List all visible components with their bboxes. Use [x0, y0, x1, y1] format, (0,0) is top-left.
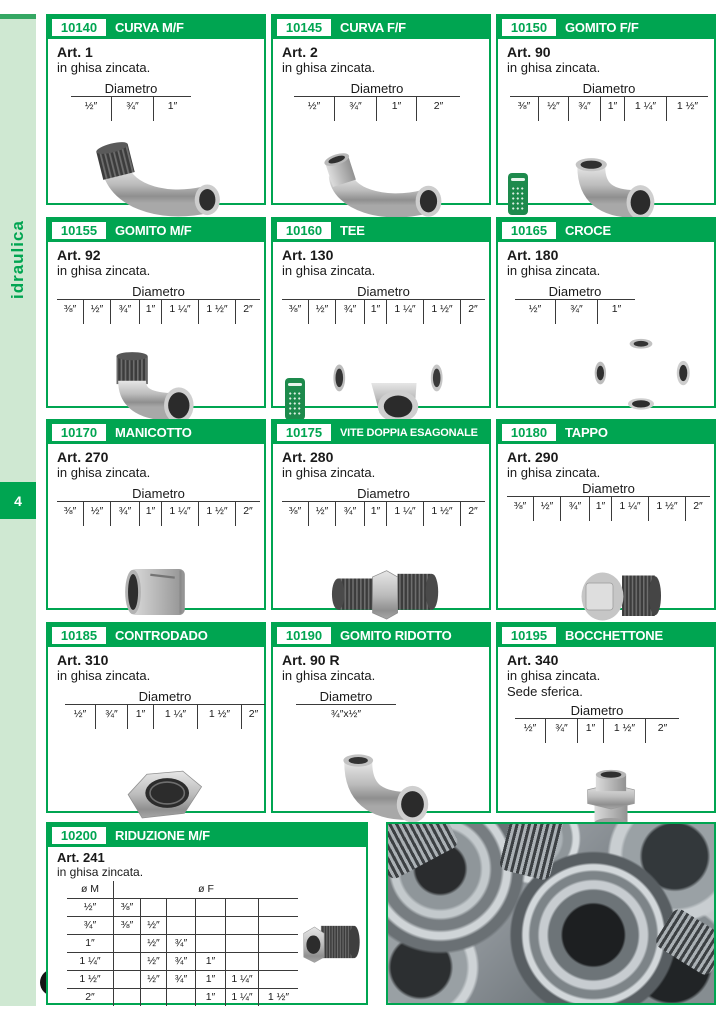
- size-cell: [166, 917, 195, 934]
- diameter-label: Diametro: [65, 689, 265, 705]
- card-body: [273, 647, 489, 811]
- size-cell: [258, 953, 298, 970]
- product-code: 10150: [502, 19, 556, 36]
- diameter-size: ¾″: [560, 497, 589, 521]
- diameter-size: 2″: [645, 719, 679, 743]
- article-number: Art. 180: [507, 247, 559, 263]
- size-cell: 1 ¼″: [79, 955, 101, 967]
- size-cell: 1 ½″: [258, 989, 298, 1006]
- size-cell: 2″: [85, 991, 95, 1003]
- diameter-size: ¾″: [335, 502, 364, 526]
- seat-desc: Sede sferica.: [507, 684, 583, 699]
- article-number: Art. 2: [282, 44, 318, 60]
- diameter-table: [296, 689, 396, 729]
- material-desc: in ghisa zincata.: [282, 668, 376, 683]
- diameter-size: ½″: [528, 303, 542, 315]
- product-photo-curva-ff: [303, 141, 468, 227]
- diameter-size: 1 ¼″: [611, 497, 648, 521]
- diameter-label: Diametro: [57, 486, 260, 502]
- product-code: 10145: [277, 19, 331, 36]
- material-desc: in ghisa zincata.: [57, 263, 151, 278]
- material-desc: in ghisa zincata.: [507, 465, 601, 480]
- diameter-size: 1 ¼″: [153, 705, 197, 729]
- diameter-size: 1 ¼″: [161, 502, 198, 526]
- threaded-pipe-photo-detail: [498, 822, 565, 881]
- diameter-size: 2″: [416, 97, 460, 121]
- card-body: [48, 647, 264, 811]
- diameter-table: [510, 81, 708, 121]
- product-photo-croce: [576, 322, 706, 424]
- product-card-10200: [46, 822, 368, 1005]
- size-cell: [140, 899, 166, 916]
- diameter-size: 1″: [597, 300, 635, 324]
- diameter-size: 1 ½″: [603, 719, 645, 743]
- product-code: 10185: [52, 627, 106, 644]
- card-header: [48, 421, 264, 444]
- product-card-10195: [496, 622, 716, 813]
- diameter-size: ⅜″: [513, 500, 527, 512]
- diameter-table: [57, 486, 260, 526]
- diameter-size: ½″: [523, 722, 537, 734]
- card-body: [48, 444, 264, 608]
- size-cell: ½″: [140, 917, 166, 934]
- diameter-size: 1″: [139, 300, 161, 324]
- diameter-size: ½″: [308, 502, 335, 526]
- col-header-female: ø F: [113, 881, 298, 898]
- diameter-size: 2″: [235, 300, 260, 324]
- product-code: 10195: [502, 627, 556, 644]
- product-card-10155: [46, 217, 266, 408]
- diameter-size: ⅜″: [288, 303, 302, 315]
- product-card-10165: [496, 217, 716, 408]
- diameter-size: 2″: [460, 502, 485, 526]
- product-title: RIDUZIONE M/F: [115, 828, 210, 843]
- product-photo-riduzione: [294, 901, 364, 983]
- size-cell: 1″: [195, 953, 225, 970]
- card-header: [48, 219, 264, 242]
- diameter-table: [57, 284, 260, 324]
- product-card-10175: [271, 419, 491, 610]
- diameter-size: ½″: [308, 300, 335, 324]
- product-photo-manicotto: [100, 552, 215, 632]
- product-title: GOMITO RIDOTTO: [340, 628, 452, 643]
- page-number-badge: 4: [0, 482, 36, 519]
- diameter-label: Diametro: [57, 284, 260, 300]
- diameter-label: Diametro: [282, 284, 485, 300]
- diameter-table: [71, 81, 191, 121]
- diameter-size: 1″: [139, 502, 161, 526]
- col-header-male: ø M: [80, 883, 100, 895]
- diameter-size: 1 ¼″: [386, 300, 423, 324]
- diameter-size: 1 ½″: [648, 497, 685, 521]
- diameter-size: ½″: [538, 97, 568, 121]
- diameter-size: 2″: [241, 705, 265, 729]
- product-card-10145: [271, 14, 491, 205]
- diameter-size: 1 ½″: [198, 502, 235, 526]
- diameter-size: ¾″: [545, 719, 577, 743]
- diameter-size: 1″: [127, 705, 153, 729]
- material-desc: in ghisa zincata.: [282, 465, 376, 480]
- diameter-table: [515, 703, 679, 743]
- product-code: 10175: [277, 424, 331, 441]
- diameter-size: 1 ½″: [666, 97, 708, 121]
- product-title: CURVA M/F: [115, 20, 184, 35]
- card-body: [273, 39, 489, 203]
- size-cell: [258, 899, 298, 916]
- diameter-size: ¾″: [110, 502, 139, 526]
- material-desc: in ghisa zincata.: [57, 465, 151, 480]
- blister-pack-icon: [285, 378, 305, 420]
- size-cell: [166, 899, 195, 916]
- diameter-size: 1″: [153, 97, 191, 121]
- table-row: [67, 989, 298, 1006]
- diameter-size: ⅜″: [517, 100, 531, 112]
- size-cell: 1 ¼″: [225, 989, 258, 1006]
- product-photo-gomito-ff: [550, 145, 685, 227]
- product-photo-gomito-ridotto: [318, 737, 458, 833]
- product-title: TAPPO: [565, 425, 608, 440]
- diameter-label: Diametro: [510, 81, 708, 97]
- diameter-size: ⅜″: [288, 505, 302, 517]
- card-body: [498, 647, 714, 811]
- diameter-size: 1″: [577, 719, 603, 743]
- diameter-table: [65, 689, 265, 729]
- card-body: [273, 242, 489, 406]
- product-photo-tappo: [553, 552, 673, 632]
- product-title: MANICOTTO: [115, 425, 192, 440]
- product-photo-curva-mf: [78, 135, 243, 225]
- card-body: [273, 444, 489, 608]
- size-cell: ½″: [140, 953, 166, 970]
- diameter-size: ¾″: [95, 705, 127, 729]
- diameter-size: ¾″: [111, 97, 153, 121]
- diameter-label: Diametro: [282, 486, 485, 502]
- diameter-size: 1″: [589, 497, 611, 521]
- diameter-size: ½″: [83, 502, 110, 526]
- size-cell: ¾″: [166, 971, 195, 988]
- card-body: [48, 847, 366, 1003]
- size-cell: [113, 971, 140, 988]
- size-cell: 1 ½″: [79, 973, 101, 985]
- size-cell: [113, 953, 140, 970]
- card-body: [498, 242, 714, 406]
- product-code: 10160: [277, 222, 331, 239]
- size-cell: [195, 917, 225, 934]
- product-photo-tee: [318, 346, 458, 430]
- material-desc: in ghisa zincata.: [282, 60, 376, 75]
- diameter-label: Diametro: [515, 284, 635, 300]
- diameter-size: ⅜″: [63, 303, 77, 315]
- material-desc: in ghisa zincata.: [57, 668, 151, 683]
- diameter-label: Diametro: [515, 703, 679, 719]
- diameter-size: 1″: [376, 97, 416, 121]
- table-row: [67, 899, 298, 917]
- card-body: [48, 39, 264, 203]
- card-header: [48, 824, 366, 847]
- article-number: Art. 130: [282, 247, 334, 263]
- card-header: [498, 219, 714, 242]
- size-cell: 1″: [85, 937, 95, 949]
- product-photo-vite-doppia: [321, 550, 446, 632]
- size-cell: [258, 917, 298, 934]
- product-code: 10180: [502, 424, 556, 441]
- product-code: 10155: [52, 222, 106, 239]
- size-cell: [225, 953, 258, 970]
- diameter-size: 2″: [460, 300, 485, 324]
- diameter-size: 2″: [685, 497, 710, 521]
- sidebar-category-label: idraulica: [8, 220, 27, 300]
- size-cell: [258, 935, 298, 952]
- product-code: 10140: [52, 19, 106, 36]
- article-number: Art. 290: [507, 449, 559, 465]
- diameter-size: 1 ½″: [198, 300, 235, 324]
- size-cell: [258, 971, 298, 988]
- card-body: [48, 242, 264, 406]
- diameter-label: Diametro: [294, 81, 460, 97]
- diameter-size: ¾″: [568, 97, 600, 121]
- reduction-size-table: [67, 881, 298, 1006]
- table-row: [67, 917, 298, 935]
- size-cell: ⅜″: [113, 899, 140, 916]
- product-code: 10170: [52, 424, 106, 441]
- diameter-size: ¾″x½″: [330, 708, 362, 720]
- article-number: Art. 280: [282, 449, 334, 465]
- diameter-size: ¾″: [334, 97, 376, 121]
- size-cell: ¾″: [166, 953, 195, 970]
- product-title: GOMITO F/F: [565, 20, 639, 35]
- size-cell: [166, 989, 195, 1006]
- size-cell: [113, 935, 140, 952]
- card-header: [48, 16, 264, 39]
- diameter-size: ½″: [533, 497, 560, 521]
- table-row: [67, 935, 298, 953]
- product-title: CONTRODADO: [115, 628, 208, 643]
- fittings-photo-collage: [386, 822, 716, 1005]
- card-header: [498, 421, 714, 444]
- article-number: Art. 270: [57, 449, 109, 465]
- diameter-size: ½″: [83, 300, 110, 324]
- size-cell: 1 ¼″: [225, 971, 258, 988]
- product-card-10140: [46, 14, 266, 205]
- size-cell: [140, 989, 166, 1006]
- article-number: Art. 90: [507, 44, 551, 60]
- material-desc: in ghisa zincata.: [507, 668, 601, 683]
- article-number: Art. 340: [507, 652, 559, 668]
- product-code: 10200: [52, 827, 106, 844]
- article-number: Art. 1: [57, 44, 93, 60]
- product-code: 10165: [502, 222, 556, 239]
- card-header: [498, 16, 714, 39]
- diameter-size: ¾″: [335, 300, 364, 324]
- diameter-size: 1 ½″: [197, 705, 241, 729]
- product-photo-gomito-mf: [90, 348, 225, 430]
- size-cell: [225, 935, 258, 952]
- card-body: [498, 444, 714, 608]
- diameter-size: 1 ½″: [423, 300, 460, 324]
- product-title: TEE: [340, 223, 365, 238]
- article-number: Art. 92: [57, 247, 101, 263]
- table-row: [67, 971, 298, 989]
- size-cell: ⅜″: [113, 917, 140, 934]
- diameter-size: ½″: [73, 708, 87, 720]
- product-title: BOCCHETTONE: [565, 628, 663, 643]
- product-title: CROCE: [565, 223, 611, 238]
- threaded-pipe-photo-detail: [653, 906, 716, 977]
- diameter-table: [294, 81, 460, 121]
- product-card-10150: [496, 14, 716, 205]
- product-card-10190: [271, 622, 491, 813]
- product-code: 10190: [277, 627, 331, 644]
- diameter-label: Diametro: [507, 481, 710, 497]
- card-header: [48, 624, 264, 647]
- diameter-size: 1 ½″: [423, 502, 460, 526]
- card-body: [498, 39, 714, 203]
- diameter-label: Diametro: [71, 81, 191, 97]
- diameter-size: ⅜″: [63, 505, 77, 517]
- diameter-size: ¾″: [555, 300, 597, 324]
- size-cell: [195, 935, 225, 952]
- size-cell: [195, 899, 225, 916]
- diameter-table: [282, 284, 485, 324]
- blister-pack-icon: [508, 173, 528, 215]
- material-desc: in ghisa zincata.: [507, 60, 601, 75]
- size-cell: ¾″: [166, 935, 195, 952]
- product-title: CURVA F/F: [340, 20, 406, 35]
- size-cell: [113, 989, 140, 1006]
- product-card-10170: [46, 419, 266, 610]
- diameter-size: 2″: [235, 502, 260, 526]
- article-number: Art. 90 R: [282, 652, 340, 668]
- diameter-table: [515, 284, 635, 324]
- diameter-size: 1 ¼″: [386, 502, 423, 526]
- diameter-table: [507, 481, 710, 521]
- diameter-size: 1 ¼″: [624, 97, 666, 121]
- size-cell: ½″: [83, 901, 97, 913]
- card-header: [498, 624, 714, 647]
- diameter-size: ½″: [307, 100, 321, 112]
- product-card-10180: [496, 419, 716, 610]
- product-title: VITE DOPPIA ESAGONALE: [340, 426, 478, 439]
- card-header: [273, 421, 489, 444]
- diameter-size: 1″: [600, 97, 624, 121]
- material-desc: in ghisa zincata.: [507, 263, 601, 278]
- table-row: [67, 953, 298, 971]
- diameter-size: 1″: [364, 502, 386, 526]
- article-number: Art. 241: [57, 850, 105, 865]
- size-cell: ¾″: [83, 919, 97, 931]
- card-header: [273, 624, 489, 647]
- article-number: Art. 310: [57, 652, 109, 668]
- diameter-size: 1″: [364, 300, 386, 324]
- product-card-10185: [46, 622, 266, 813]
- diameter-size: 1 ¼″: [161, 300, 198, 324]
- size-cell: 1″: [195, 971, 225, 988]
- size-cell: [225, 899, 258, 916]
- threaded-pipe-photo-detail: [386, 822, 460, 881]
- product-title: GOMITO M/F: [115, 223, 192, 238]
- diameter-size: ½″: [84, 100, 98, 112]
- diameter-size: ¾″: [110, 300, 139, 324]
- size-cell: ½″: [140, 971, 166, 988]
- product-card-10160: [271, 217, 491, 408]
- card-header: [273, 219, 489, 242]
- material-desc: in ghisa zincata.: [57, 865, 144, 879]
- material-desc: in ghisa zincata.: [57, 60, 151, 75]
- card-header: [273, 16, 489, 39]
- material-desc: in ghisa zincata.: [282, 263, 376, 278]
- size-cell: [225, 917, 258, 934]
- diameter-table: [282, 486, 485, 526]
- size-cell: 1″: [195, 989, 225, 1006]
- size-cell: ½″: [140, 935, 166, 952]
- diameter-label: Diametro: [296, 689, 396, 705]
